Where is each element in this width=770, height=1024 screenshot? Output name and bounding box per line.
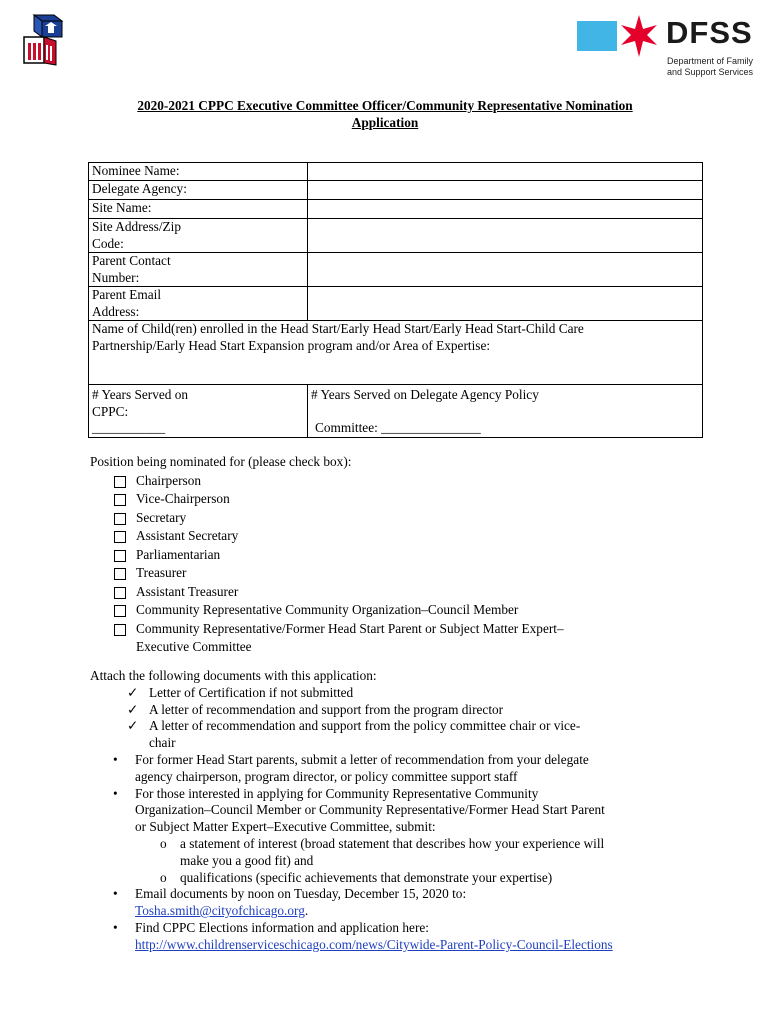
position-label: Parliamentarian [136, 546, 221, 562]
check-item: Letter of Certification if not submitted [149, 684, 354, 700]
field-delegate-agency[interactable] [308, 181, 703, 200]
checkbox[interactable] [114, 494, 126, 506]
position-option[interactable] [90, 546, 564, 565]
field-parent-email[interactable] [308, 287, 703, 321]
position-label: Chairperson [136, 472, 201, 488]
agency-blocks-logo-icon [22, 13, 64, 67]
positions-section [90, 453, 564, 657]
label-line: # Years Served on Delegate Agency Policy [311, 387, 539, 402]
field-children-names[interactable] [89, 321, 703, 385]
bullet-text-cont: or Subject Matter Expert–Executive Committee, submit: [135, 819, 436, 835]
position-option[interactable] [90, 583, 564, 602]
page-title [70, 97, 700, 131]
label-site-address [89, 219, 308, 253]
checkmark-icon: ✓ [127, 701, 139, 717]
positions-intro: Position being nominated for (please check box): [90, 454, 352, 469]
position-label: Community Representative Community Organization–Council Member [136, 602, 519, 617]
bullet-icon: • [113, 919, 118, 935]
sub-bullet-text: a statement of interest (broad statement that describes how your experience will [180, 835, 605, 851]
label-line: Partnership/Early Head Start Expansion program and/or Area of Expertise: [92, 337, 491, 353]
label-line: Parent Email [92, 287, 162, 302]
label-line: Site Address/Zip [92, 219, 182, 234]
position-label: Secretary [136, 509, 187, 525]
sub-bullet-text: qualifications (specific achievements that demonstrate your expertise) [180, 869, 553, 885]
dfss-subtitle [667, 56, 753, 78]
position-option[interactable] [90, 620, 564, 639]
sub-bullet-text-cont: make you a good fit) and [180, 852, 314, 868]
label-line: # Years Served on [92, 387, 189, 402]
checkmark-icon: ✓ [127, 718, 139, 734]
position-option[interactable] [90, 472, 564, 491]
check-item-cont: chair [149, 735, 176, 751]
blank-line: ___________ [92, 420, 166, 435]
position-option[interactable] [90, 490, 564, 509]
position-option[interactable] [90, 564, 564, 583]
position-label: Vice-Chairperson [136, 491, 230, 506]
bullet-icon: • [113, 785, 118, 801]
label-nominee-name: Nominee Name: [89, 163, 308, 181]
bullet-text: Find CPPC Elections information and application here: [135, 919, 429, 935]
bullet-text: For former Head Start parents, submit a letter of recommendation from your delegate [135, 751, 589, 767]
position-option[interactable] [90, 527, 564, 546]
bullet-text: For those interested in applying for Community Representative Community [135, 785, 539, 801]
position-option[interactable] [90, 509, 564, 528]
label-delegate-agency: Delegate Agency: [89, 181, 308, 200]
field-site-address[interactable] [308, 219, 703, 253]
checkbox[interactable] [114, 568, 126, 580]
elections-url-link[interactable]: http://www.childrenserviceschicago.com/news/Citywide-Parent-Policy-Council-Elections [135, 936, 613, 952]
field-parent-contact[interactable] [308, 253, 703, 287]
checkbox[interactable] [114, 531, 126, 543]
field-years-policy[interactable] [308, 385, 703, 438]
position-label-cont: Executive Committee [136, 639, 252, 654]
label-line: Name of Child(ren) enrolled in the Head Start/Early Head Start/Early Head Start-Child Care [92, 321, 584, 336]
label-line: CPPC: [92, 403, 129, 419]
checkbox[interactable] [114, 587, 126, 599]
period: . [304, 903, 309, 919]
dfss-subtitle-line: and Support Services [667, 67, 754, 77]
label-parent-email [89, 287, 308, 321]
label-line: Address: [92, 303, 140, 319]
checkbox[interactable] [114, 513, 126, 525]
attachments-intro: Attach the following documents with this application: [90, 668, 377, 683]
position-label: Assistant Treasurer [136, 583, 239, 599]
field-years-cppc[interactable] [89, 385, 308, 438]
title-line: 2020-2021 CPPC Executive Committee Officer/Community Representative Nomination [137, 98, 633, 113]
bullet-text-cont: agency chairperson, program director, or policy committee support staff [135, 768, 518, 784]
position-label: Assistant Secretary [136, 528, 239, 543]
checkbox[interactable] [114, 605, 126, 617]
label-site-name: Site Name: [89, 200, 308, 219]
field-site-name[interactable] [308, 200, 703, 219]
circle-bullet-icon: o [160, 835, 167, 851]
check-item: A letter of recommendation and support from the program director [149, 701, 504, 717]
bullet-text: Email documents by noon on Tuesday, December 15, 2020 to: [135, 886, 467, 902]
label-line: Number: [92, 269, 140, 285]
nomination-form-table [88, 162, 703, 438]
dfss-star-icon [577, 13, 667, 63]
checkmark-icon: ✓ [127, 684, 139, 700]
field-nominee-name[interactable] [308, 163, 703, 181]
dfss-subtitle-line: Department of Family [667, 56, 754, 66]
position-label: Treasurer [136, 565, 187, 580]
bullet-text-cont: Organization–Council Member or Community Representative/Former Head Start Parent [135, 802, 605, 818]
title-line: Application [351, 115, 419, 130]
position-option[interactable] [90, 601, 564, 620]
label-line: Parent Contact [92, 253, 171, 268]
position-label: Community Representative/Former Head Start Parent or Subject Matter Expert– [136, 620, 564, 636]
dfss-logo-text: DFSS [666, 15, 753, 50]
label-parent-contact [89, 253, 308, 287]
email-link[interactable]: Tosha.smith@cityofchicago.org [135, 903, 305, 919]
checkbox[interactable] [114, 624, 126, 636]
checkbox[interactable] [114, 550, 126, 562]
checkbox[interactable] [114, 476, 126, 488]
check-item: A letter of recommendation and support from the policy committee chair or vice- [149, 718, 581, 734]
label-line: Committee: _______________ [315, 420, 481, 435]
circle-bullet-icon: o [160, 869, 167, 885]
label-line: Code: [92, 235, 124, 251]
bullet-icon: • [113, 886, 118, 902]
bullet-icon: • [113, 751, 118, 767]
attachments-section [90, 668, 690, 954]
agency-logo [22, 13, 64, 67]
